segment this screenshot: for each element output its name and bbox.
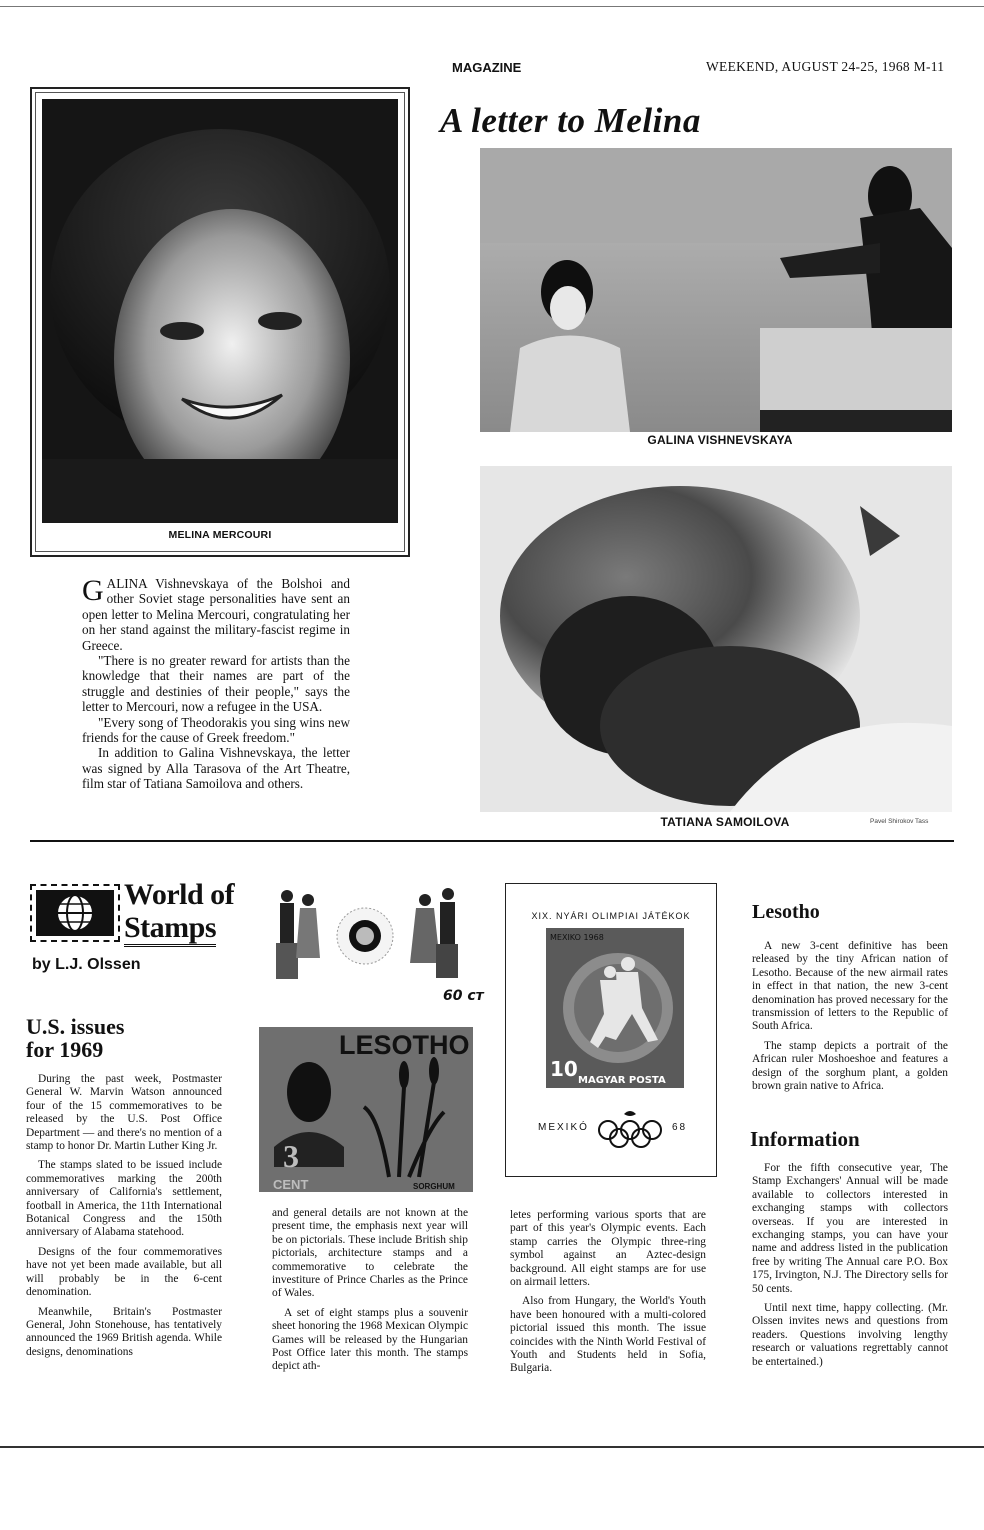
column-1 [26, 1073, 222, 1365]
mercouri-photo [42, 99, 398, 523]
information-heading: Information [750, 1127, 860, 1151]
story-paragraph-text: ALINA Vishnevskaya of the Bolshoi and other Soviet stage personalities have sent an open letter to Melina Mercouri, congratulating her on her stand against the military-fascist regime in Greece. [82, 576, 350, 653]
vishnevskaya-photo [480, 148, 952, 432]
bottom-edge-rule [0, 1446, 984, 1448]
hungary-souvenir-sheet [505, 883, 717, 1177]
world-of-stamps-logo [30, 878, 240, 952]
hungary-mexico-year: MEXIKO 1968 [550, 933, 604, 942]
olympic-rings-icon [594, 1108, 666, 1148]
column-paragraph: letes performing various sports that are part of this year's Olympic events. Each stamp carries the Olympic three-ring symbol against an Aztec-design background. All eight stamps are for use on airmail letters. [510, 1209, 706, 1289]
heading-line: for 1969 [26, 1037, 104, 1063]
byline: by L.J. Olssen [32, 956, 141, 973]
logo-line-2: Stamps [124, 912, 216, 947]
story-body [82, 576, 350, 792]
column-paragraph: During the past week, Postmaster General W. Marvin Watson announced four of the 15 commemoratives to be released by the U.S. Post Office Department — and there's no mention of a stamp to honor Dr. Martin Luther King Jr. [26, 1073, 222, 1153]
lesotho-unit: CENT [273, 1177, 309, 1192]
headline: A letter to Melina [440, 101, 701, 140]
hungary-bottom-right: 68 [672, 1122, 688, 1133]
column-3 [510, 1209, 706, 1382]
folk-dancers-image [260, 878, 484, 1006]
logo-line-1: World of [124, 878, 235, 911]
hungary-bottom-left: MEXIKÓ [538, 1122, 589, 1133]
top-edge-rule [0, 6, 984, 7]
lesotho-stamp-image [259, 1027, 473, 1192]
column-paragraph: For the fifth consecutive year, The Stamp Exchangers' Annual will be made available to collectors interested in exchanging stamps with collectors overseas. If you are interested in exchanging stamps, you can have your name and address listed in the publication free by writing The Annual care P.O. Box 175, Irvington, N.J. The Directory sells for 50 cents. [752, 1162, 948, 1295]
column-paragraph: A set of eight stamps plus a souvenir sheet honoring the 1968 Mexican Olympic Games will be released by the Hungarian Post Office later this month. The stamps depict ath- [272, 1306, 468, 1373]
hungary-post: MAGYAR POSTA [578, 1075, 666, 1086]
issue-date: WEEKEND, AUGUST 24-25, 1968 M-11 [706, 59, 945, 74]
mercouri-photo-frame [30, 87, 410, 557]
column-paragraph: The stamps slated to be issued include commemoratives marking the 200th anniversary of California's settlement, football in America, the 11th International Botanical Congress and the 150th anniversary of Alabama statehood. [26, 1159, 222, 1239]
column-paragraph: Until next time, happy collecting. (Mr. Olssen invites news and questions from readers. Questions involving lengthy research or valuations regrettably cannot be entertained.) [752, 1302, 948, 1368]
information-body [752, 1162, 948, 1375]
hungary-value: 10 [550, 1057, 578, 1081]
column-paragraph: Meanwhile, Britain's Postmaster General, John Stonehouse, has tentatively announced the 1969 British agenda. While designs, denominations [26, 1305, 222, 1358]
story-paragraph: In addition to Galina Vishnevskaya, the letter was signed by Alla Tarasova of the Art Theatre, film star of Tatiana Samoilova and others. [82, 745, 350, 792]
column-paragraph: A new 3-cent definitive has been released by the tiny African nation of Lesotho. Because of the new airmail rates in effect in that nation, the new 3-cent denomination has proved necessary for the transmission of letters to the Republic of South Africa. [752, 940, 948, 1033]
column-paragraph: Designs of the four commemoratives have not yet been made available, but all will probably be in the 6-cent denomination. [26, 1245, 222, 1299]
lesotho-value: 3 [283, 1138, 299, 1174]
hungary-sheet-title: XIX. NYÁRI OLIMPIAI JÁTÉKOK [531, 911, 691, 921]
column-2 [272, 1207, 468, 1380]
lesotho-body [752, 940, 948, 1099]
story-paragraph: "There is no greater reward for artists than the knowledge that their names are part of the struggle and destinies of their people," says the letter to Mercouri, now a refugee in the USA. [82, 653, 350, 715]
lesotho-heading: Lesotho [752, 901, 820, 923]
column-paragraph: The stamp depicts a portrait of the African ruler Moshoeshoe and features a design of the sorghum plant, a golden brown grain native to Africa. [752, 1039, 948, 1093]
drop-cap: G [82, 574, 104, 607]
photo-credit: Pavel Shirokov Tass [870, 818, 929, 825]
runners-image [546, 928, 684, 1088]
lesotho-country: LESOTHO [339, 1030, 470, 1060]
mercouri-caption: MELINA MERCOURI [168, 529, 272, 541]
story-paragraph: "Every song of Theodorakis you sing wins new friends for the cause of Greek freedom." [82, 714, 350, 746]
column-paragraph: Also from Hungary, the World's Youth have been honoured with a multi-colored pictorial issued this month. The issue coincides with the Ninth World Festival of Youth and Students held in Sofia, Bulgaria. [510, 1295, 706, 1375]
bulgaria-stamp [260, 878, 484, 1006]
samoilova-portrait-image [480, 466, 952, 812]
heading-line: U.S. issues [26, 1014, 125, 1039]
us-issues-heading [26, 1015, 124, 1061]
mercouri-portrait-image [42, 99, 398, 523]
section-divider [30, 840, 954, 842]
vishnevskaya-caption: GALINA VISHNEVSKAYA [647, 433, 793, 447]
lesotho-stamp [259, 1027, 473, 1192]
samoilova-photo [480, 466, 952, 812]
column-paragraph: and general details are not known at the present time, the emphasis next year will be on pictorials. These include British ship pictorials, architecture stamps and a commemorative to celebrate the investiture of Prince Charles as the Prince of Wales. [272, 1207, 468, 1300]
vishnevskaya-concert-image [480, 148, 952, 432]
section-label: MAGAZINE [452, 60, 522, 75]
lesotho-label: SORGHUM [413, 1182, 455, 1191]
story-paragraph [82, 576, 350, 653]
hungary-stamp [546, 928, 684, 1088]
samoilova-caption: TATIANA SAMOILOVA [660, 815, 790, 829]
globe-stamp-icon [30, 884, 120, 942]
bulgaria-value: 60 ст [443, 988, 484, 1004]
